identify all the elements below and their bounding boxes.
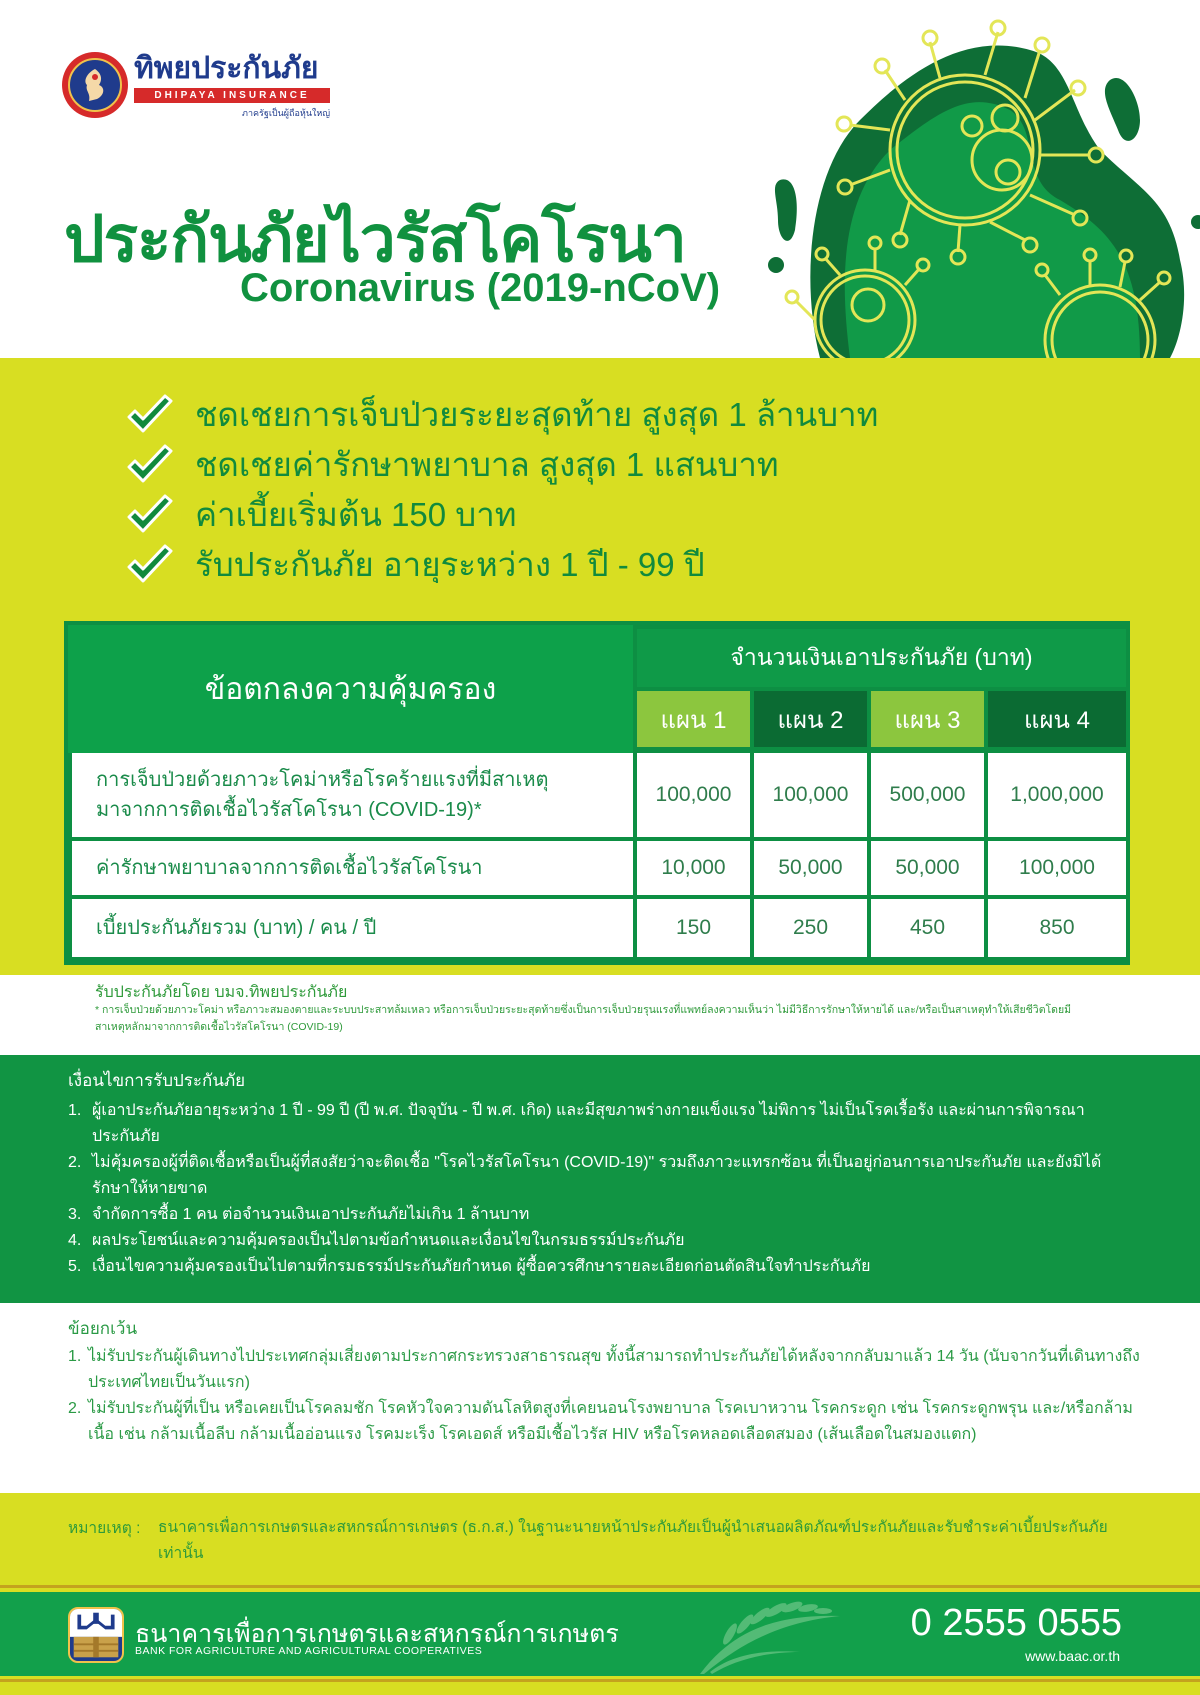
conditions-title: เงื่อนไขการรับประกันภัย (68, 1071, 246, 1090)
header (0, 0, 1200, 358)
row-label-line: มาจากการติดเชื้อไวรัสโคโรนา (COVID-19)* (96, 799, 482, 821)
baac-logo-icon (68, 1607, 124, 1663)
list-item (68, 1228, 1200, 1254)
brand-name-th: ทิพยประกันภัย (134, 52, 319, 85)
table-row-label: ค่ารักษาพยาบาลจากการติดเชื้อไวรัสโคโรนา (72, 841, 633, 895)
item-number: 1. (68, 1102, 82, 1119)
coverage-table (64, 621, 1130, 965)
footer-bar (0, 1592, 1200, 1676)
item-text: ผู้เอาประกันภัยอายุระหว่าง 1 ปี - 99 ปี (ปี พ.ศ. ปัจจุบัน - ปี พ.ศ. เกิด) และมีสุขภาพร่างกายแข็งแรง ไม่พิการ ไม่เป็นโรคเรื้อรัง และผ่านการพิจารณาประกันภัย (92, 1102, 1085, 1145)
footer (0, 1581, 1200, 1695)
table-cell: 50,000 (871, 841, 984, 895)
benefits-section (0, 358, 1200, 583)
item-text: ไม่คุ้มครองผู้ที่ติดเชื้อหรือเป็นผู้ที่สงสัยว่าจะติดเชื้อ "โรคไวรัสโคโรนา (COVID-19)" รวมถึงภาวะแทรกซ้อน ที่เป็นอยู่ก่อนการเอาประกันภัย และยังมิได้รักษาให้หายขาด (92, 1154, 1102, 1197)
item-number: 5. (68, 1258, 82, 1275)
check-icon (125, 443, 175, 487)
dhipaya-logo (62, 52, 330, 120)
table-row-label (72, 753, 633, 837)
item-text: ไม่รับประกันผู้เดินทางไปประเทศกลุ่มเสี่ยงตามประกาศกระทรวงสาธารณสุข ทั้งนี้สามารถทำประกันภัยได้หลังจากกลับมาแล้ว 14 วัน (นับจากวันที่เดินทางถึงประเทศไทยเป็นวันแรก) (88, 1348, 1140, 1391)
page-subtitle: Coronavirus (2019-nCoV) (240, 266, 721, 310)
contact-phone: 0 2555 0555 (910, 1602, 1122, 1644)
item-number: 1. (68, 1348, 82, 1365)
table-cell: 150 (637, 899, 750, 957)
benefit-item (125, 438, 779, 491)
brand-name-en: DHIPAYA INSURANCE (134, 88, 330, 103)
brand-slogan: ภาครัฐเป็นผู้ถือหุ้นใหญ่ (242, 109, 330, 119)
page-title: ประกันภัยไวรัสโคโรนา (64, 203, 686, 275)
remark-section (0, 1493, 1200, 1581)
list-item (68, 1254, 1200, 1280)
item-text: ไม่รับประกันผู้ที่เป็น หรือเคยเป็นโรคลมชัก โรคหัวใจความดันโลหิตสูงที่เคยนอนโรงพยาบาล โรคเบาหวาน โรคกระดูก เช่น โรคกระดูกพรุน และ/หรือกล้ามเนื้อ เช่น กล้ามเนื้อลีบ กล้ามเนื้ออ่อนแรง โรคมะเร็ง โรคเอดส์ หรือมีเชื้อไวรัส HIV หรือโรคหลอดเลือดสมอง (เส้นเลือดในสมองแตก) (88, 1400, 1133, 1443)
table-cell: 500,000 (871, 753, 984, 837)
exceptions-section (0, 1303, 1200, 1493)
item-number: 2. (68, 1400, 82, 1417)
benefit-text: ชดเชยการเจ็บป่วยระยะสุดท้าย สูงสุด 1 ล้านบาท (195, 396, 879, 433)
table-cell: 100,000 (754, 753, 867, 837)
coverage-header: ข้อตกลงความคุ้มครอง (68, 625, 633, 753)
exceptions-title: ข้อยกเว้น (68, 1319, 138, 1338)
item-number: 4. (68, 1232, 82, 1249)
rice-stalk-icon (690, 1594, 850, 1676)
table-cell: 100,000 (637, 753, 750, 837)
check-icon (125, 543, 175, 587)
list-item (68, 1344, 1200, 1396)
item-text: ผลประโยชน์และความคุ้มครองเป็นไปตามข้อกำหนดและเงื่อนไขในกรมธรรม์ประกันภัย (92, 1232, 685, 1249)
benefit-text: ค่าเบี้ยเริ่มต้น 150 บาท (195, 496, 517, 533)
row-label-line: การเจ็บป่วยด้วยภาวะโคม่าหรือโรคร้ายแรงที่มีสาเหตุ (96, 769, 549, 791)
list-item (68, 1396, 1200, 1448)
remark-text: ธนาคารเพื่อการเกษตรและสหกรณ์การเกษตร (ธ.ก.ส.) ในฐานะนายหน้าประกันภัยเป็นผู้นำเสนอผลิตภัณฑ์ประกันภัยและรับชำระค่าเบี้ยประกันภัยเท่านั้น (158, 1519, 1108, 1562)
bank-name-th: ธนาคารเพื่อการเกษตรและสหกรณ์การเกษตร (135, 1620, 619, 1648)
sum-insured-header: จำนวนเงินเอาประกันภัย (บาท) (637, 629, 1126, 687)
plan-3-header: แผน 3 (871, 691, 984, 747)
underwriter-note: รับประกันภัยโดย บมจ.ทิพยประกันภัย (95, 984, 348, 1001)
benefit-text: ชดเชยค่ารักษาพยาบาล สูงสุด 1 แสนบาท (195, 446, 779, 483)
footnote: * การเจ็บป่วยด้วยภาวะโคม่า หรือภาวะสมองตายและระบบประสาทล้มเหลว หรือการเจ็บป่วยระยะสุดท้ายซึ่งเป็นการเจ็บป่วยรุนแรงที่แพทย์ลงความเห็นว่า ไม่มีวิธีการรักษาให้หายได้ และ/หรือเป็นสาเหตุทำให้เสียชีวิตโดยมีสาเหตุหลักมาจากการติดเชื้อไวรัสโคโรนา (COVID-19) (95, 1004, 1072, 1033)
table-cell: 250 (754, 899, 867, 957)
table-cell: 50,000 (754, 841, 867, 895)
virus-illustration-icon (740, 0, 1200, 358)
item-number: 2. (68, 1154, 82, 1171)
plan-2-header: แผน 2 (754, 691, 867, 747)
benefit-text: รับประกันภัย อายุระหว่าง 1 ปี - 99 ปี (195, 546, 705, 583)
check-icon (125, 393, 175, 437)
item-number: 3. (68, 1206, 82, 1223)
item-text: จำกัดการซื้อ 1 คน ต่อจำนวนเงินเอาประกันภัยไม่เกิน 1 ล้านบาท (92, 1206, 530, 1223)
table-cell: 10,000 (637, 841, 750, 895)
website-link[interactable]: www.baac.or.th (1025, 1648, 1120, 1664)
list-item (68, 1150, 1200, 1202)
conditions-section (0, 1055, 1200, 1303)
divider (0, 1585, 1200, 1588)
plan-4-header: แผน 4 (988, 691, 1126, 747)
table-cell: 100,000 (988, 841, 1126, 895)
item-text: เงื่อนไขความคุ้มครองเป็นไปตามที่กรมธรรม์ประกันภัยกำหนด ผู้ซื้อควรศึกษารายละเอียดก่อนตัดสินใจทำประกันภัย (92, 1258, 871, 1275)
dhipaya-seal-icon (62, 52, 128, 118)
plan-1-header: แผน 1 (637, 691, 750, 747)
benefit-item (125, 388, 878, 441)
list-item (68, 1098, 1200, 1150)
check-icon (125, 493, 175, 537)
table-row-label: เบี้ยประกันภัยรวม (บาท) / คน / ปี (72, 899, 633, 957)
table-cell: 1,000,000 (988, 753, 1126, 837)
list-item (68, 1202, 1200, 1228)
remark-label: หมายเหตุ : (68, 1520, 141, 1537)
divider (0, 1679, 1200, 1682)
bank-name-en: BANK FOR AGRICULTURE AND AGRICULTURAL COOPERATIVES (135, 1645, 483, 1657)
benefit-item (125, 488, 517, 541)
table-cell: 850 (988, 899, 1126, 957)
table-cell: 450 (871, 899, 984, 957)
coverage-section (0, 583, 1200, 975)
